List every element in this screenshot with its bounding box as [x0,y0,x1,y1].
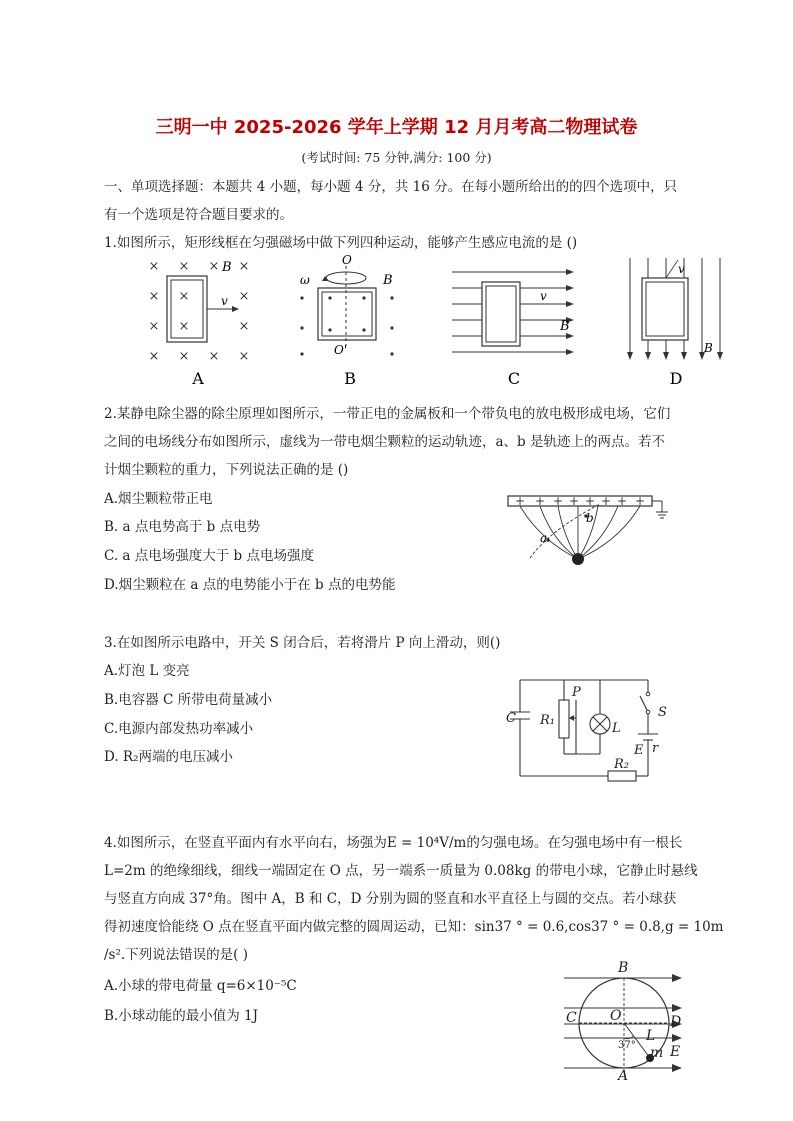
q2-option-a: A.烟尘颗粒带正电 [104,491,213,507]
q2-label-a: a [540,531,548,545]
q4-label-c: C [566,1010,577,1026]
q1c-b-label: B [560,319,570,334]
q1-figure-b [288,254,408,392]
q3-label-s: S [658,705,667,720]
q3-label-r2: R₂ [614,757,629,772]
q3-stem: 3.在如图所示电路中，开关 S 闭合后，若将滑片 P 向上滑动，则() [104,635,501,651]
q1b-o-label: O [342,254,352,267]
q2-plus-5: + [584,494,596,508]
q4-stem-line3: 与竖直方向成 37°角。图中 A，B 和 C，D 分别为圆的竖直和水平直径上与圆的交点。若小球获 [104,891,677,907]
q1-label-b: B [344,369,356,388]
q1-label-d: D [669,369,683,388]
q3-label-r: r [652,741,659,756]
q4-figure [560,958,692,1082]
svg-text:×: × [148,349,160,364]
q3-label-l: L [612,721,621,736]
q1b-omega-label: ω [300,273,310,287]
q1a-b-label: B [222,260,232,275]
q2-plus-1: + [514,494,526,508]
svg-text:×: × [148,259,160,274]
q1-figure-d [620,254,730,392]
q1d-v-label: v [678,262,685,276]
q4-option-b: B.小球动能的最小值为 1J [104,1008,259,1024]
q4-option-a: A.小球的带电荷量 q=6×10⁻⁵C [104,978,297,994]
q2-label-b: b [586,511,594,525]
q3-label-e: E [634,743,644,758]
q1d-b-label: B [704,341,713,355]
svg-text:×: × [238,289,250,304]
section-intro-line2: 有一个选项是符合题目要求的。 [104,207,293,223]
q3-label-p: P [572,685,581,700]
svg-text:×: × [208,349,220,364]
q2-option-c: C. a 点电场强度大于 b 点电场强度 [104,548,314,564]
q2-option-d: D.烟尘颗粒在 a 点的电势能小于在 b 点的电势能 [104,577,396,593]
q2-stem-line3: 计烟尘颗粒的重力，下列说法正确的是 () [104,462,349,478]
q4-label-l: L [646,1028,656,1044]
q4-label-m: m [650,1045,664,1061]
q1-figure-a [140,254,260,392]
q1b-b-label: B [383,273,393,288]
q3-circuit-figure [500,672,680,790]
section-intro-line1: 一、单项选择题：本题共 4 小题，每小题 4 分，共 16 分。在每小题所给出的的四个选项中，只 [104,179,678,195]
q2-plus-8: + [634,494,646,508]
q4-stem-line2: L=2m 的绝缘细线，细线一端固定在 O 点，另一端系一质量为 0.08kg 的带电小球，它静止时悬线 [104,863,698,879]
q1c-v-label: v [540,289,547,303]
svg-text:×: × [238,349,250,364]
q1-label-c: C [507,369,521,388]
svg-text:×: × [178,319,190,334]
q4-label-angle: 37° [618,1040,636,1051]
q2-plus-2: + [534,494,546,508]
q4-label-a: A [618,1068,629,1082]
svg-text:×: × [148,319,160,334]
q2-stem-line2: 之间的电场线分布如图所示，虚线为一带电烟尘颗粒的运动轨迹，a、b 是轨迹上的两点。若不 [104,434,665,450]
q1-stem: 1.如图所示，矩形线框在匀强磁场中做下列四种运动，能够产生感应电流的是 () [104,235,578,251]
q3-label-c: C [506,711,516,726]
q4-label-o: O [610,1008,622,1024]
q4-stem-line1: 4.如图所示，在竖直平面内有水平向右，场强为E = 10⁴V/m的匀强电场。在匀强电场中有一根长 [104,835,683,851]
q4-label-d: D [670,1014,682,1030]
q1-label-a: A [192,369,204,388]
q3-option-d: D. R₂两端的电压减小 [104,749,234,765]
q3-label-r1: R₁ [540,713,555,728]
q2-plus-6: + [600,494,612,508]
svg-text:×: × [238,319,250,334]
q2-plus-7: + [616,494,628,508]
svg-text:×: × [178,259,190,274]
svg-text:×: × [178,289,190,304]
q4-stem-line4: 得初速度恰能绕 O 点在竖直平面内做完整的圆周运动，已知：sin37 ° = 0.6,cos37 ° = 0.8,g = 10m [104,919,724,935]
svg-text:×: × [178,349,190,364]
svg-text:×: × [238,259,250,274]
q1a-v-label: v [221,294,228,308]
svg-text:×: × [148,289,160,304]
q2-stem-line1: 2.某静电除尘器的除尘原理如图所示，一带正电的金属板和一个带负电的放电极形成电场，它们 [104,406,671,422]
exam-subtitle: (考试时间: 75 分钟,满分: 100 分) [301,150,492,165]
q2-figure [500,490,680,590]
q3-option-b: B.电容器 C 所带电荷量减小 [104,692,273,708]
q2-option-b: B. a 点电势高于 b 点电势 [104,519,261,535]
q3-option-c: C.电源内部发热功率减小 [104,721,254,737]
q2-plus-4: + [568,494,580,508]
q4-label-b: B [618,960,629,976]
exam-title: 三明一中 2025-2026 学年上学期 12 月月考高二物理试卷 [155,117,638,138]
q3-option-a: A.灯泡 L 变亮 [104,663,190,679]
q1b-oprime-label: O' [334,343,348,357]
q4-stem-line5: /s².下列说法错误的是( ) [104,947,249,963]
svg-text:×: × [208,259,220,274]
q1-figure-c [448,254,578,392]
q2-plus-3: + [552,494,564,508]
q4-label-e: E [670,1044,681,1060]
